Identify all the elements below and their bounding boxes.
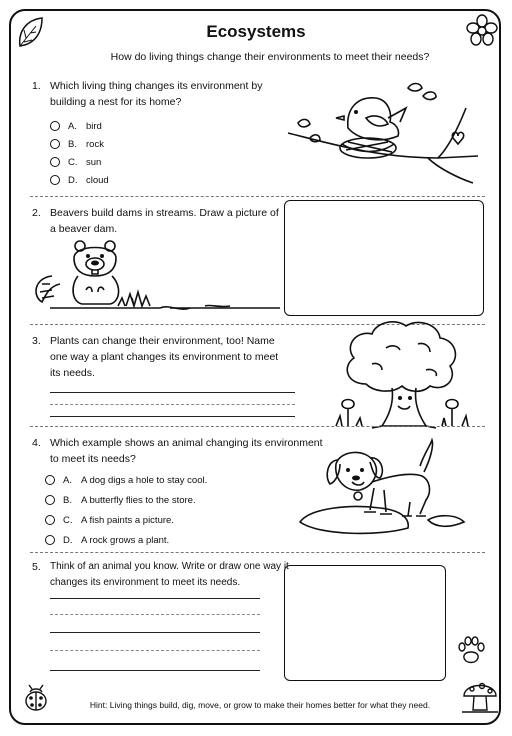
radio-circle[interactable]: [45, 495, 55, 505]
option-letter: B.: [68, 138, 77, 150]
question-4-number: 4.: [32, 437, 41, 449]
answer-guide-line: [50, 404, 295, 405]
question-5-text: Think of an animal you know. Write or draw one way it changes its environment to meet its needs.: [50, 561, 289, 588]
mushroom-icon: [462, 676, 498, 716]
dog-illustration: [300, 436, 478, 540]
option-1c[interactable]: [50, 153, 109, 171]
hint-text: Hint: Living things build, dig, move, or grow to make their homes better for what they need.: [89, 700, 431, 710]
answer-guide-line: [50, 614, 260, 615]
option-letter: A.: [63, 474, 72, 486]
option-text: A fish paints a picture.: [81, 514, 174, 526]
radio-circle[interactable]: [45, 515, 55, 525]
answer-line[interactable]: [50, 670, 260, 671]
option-4b[interactable]: [45, 490, 207, 510]
option-text: A dog digs a hole to stay cool.: [81, 474, 208, 486]
question-2-number: 2.: [32, 207, 41, 219]
question-4-options: [45, 470, 207, 550]
question-1-options: [50, 117, 109, 189]
option-text: A butterfly flies to the store.: [81, 494, 196, 506]
question-5-number: 5.: [32, 561, 41, 573]
answer-guide-line: [50, 650, 260, 651]
radio-circle[interactable]: [45, 535, 55, 545]
paw-print-icon: [458, 634, 484, 664]
answer-line[interactable]: [50, 416, 295, 417]
option-4d[interactable]: [45, 530, 207, 550]
question-4-text: Which example shows an animal changing its environment to meet its needs?: [50, 437, 323, 465]
option-4c[interactable]: [45, 510, 207, 530]
option-text: sun: [86, 156, 102, 168]
section-divider: [30, 552, 485, 553]
option-letter: C.: [63, 514, 73, 526]
radio-circle[interactable]: [50, 175, 60, 185]
answer-line[interactable]: [50, 598, 260, 599]
question-3-text: Plants can change their environment, too! Name one way a plant changes its environment to meet its needs.: [50, 335, 279, 379]
option-text: bird: [86, 120, 102, 132]
radio-circle[interactable]: [45, 475, 55, 485]
radio-circle[interactable]: [50, 157, 60, 167]
ladybug-icon: [22, 684, 50, 712]
option-1b[interactable]: [50, 135, 109, 153]
bird-nest-illustration: [288, 78, 478, 188]
tree-illustration: [326, 318, 478, 430]
drawing-box-beaver-dam[interactable]: [284, 200, 484, 316]
option-text: cloud: [86, 174, 109, 186]
option-letter: A.: [68, 120, 77, 132]
option-text: rock: [86, 138, 104, 150]
option-1a[interactable]: [50, 117, 109, 135]
drawing-box-animal[interactable]: [284, 565, 446, 681]
question-1-text: Which living thing changes its environment by building a nest for its home?: [50, 80, 263, 108]
radio-circle[interactable]: [50, 121, 60, 131]
option-letter: C.: [68, 156, 78, 168]
beaver-illustration: [30, 236, 280, 312]
option-letter: D.: [63, 534, 73, 546]
answer-line[interactable]: [50, 632, 260, 633]
radio-circle[interactable]: [50, 139, 60, 149]
section-divider: [30, 426, 485, 427]
page-subtitle: How do living things change their environments to meet their needs?: [110, 51, 430, 63]
option-letter: B.: [63, 494, 72, 506]
question-1-number: 1.: [32, 80, 41, 92]
option-letter: D.: [68, 174, 78, 186]
page-title: Ecosystems: [206, 22, 306, 41]
option-text: A rock grows a plant.: [81, 534, 170, 546]
section-divider: [30, 196, 485, 197]
question-3-number: 3.: [32, 335, 41, 347]
answer-line[interactable]: [50, 392, 295, 393]
option-4a[interactable]: [45, 470, 207, 490]
question-2-text: Beavers build dams in streams. Draw a picture of a beaver dam.: [50, 207, 279, 235]
option-1d[interactable]: [50, 171, 109, 189]
